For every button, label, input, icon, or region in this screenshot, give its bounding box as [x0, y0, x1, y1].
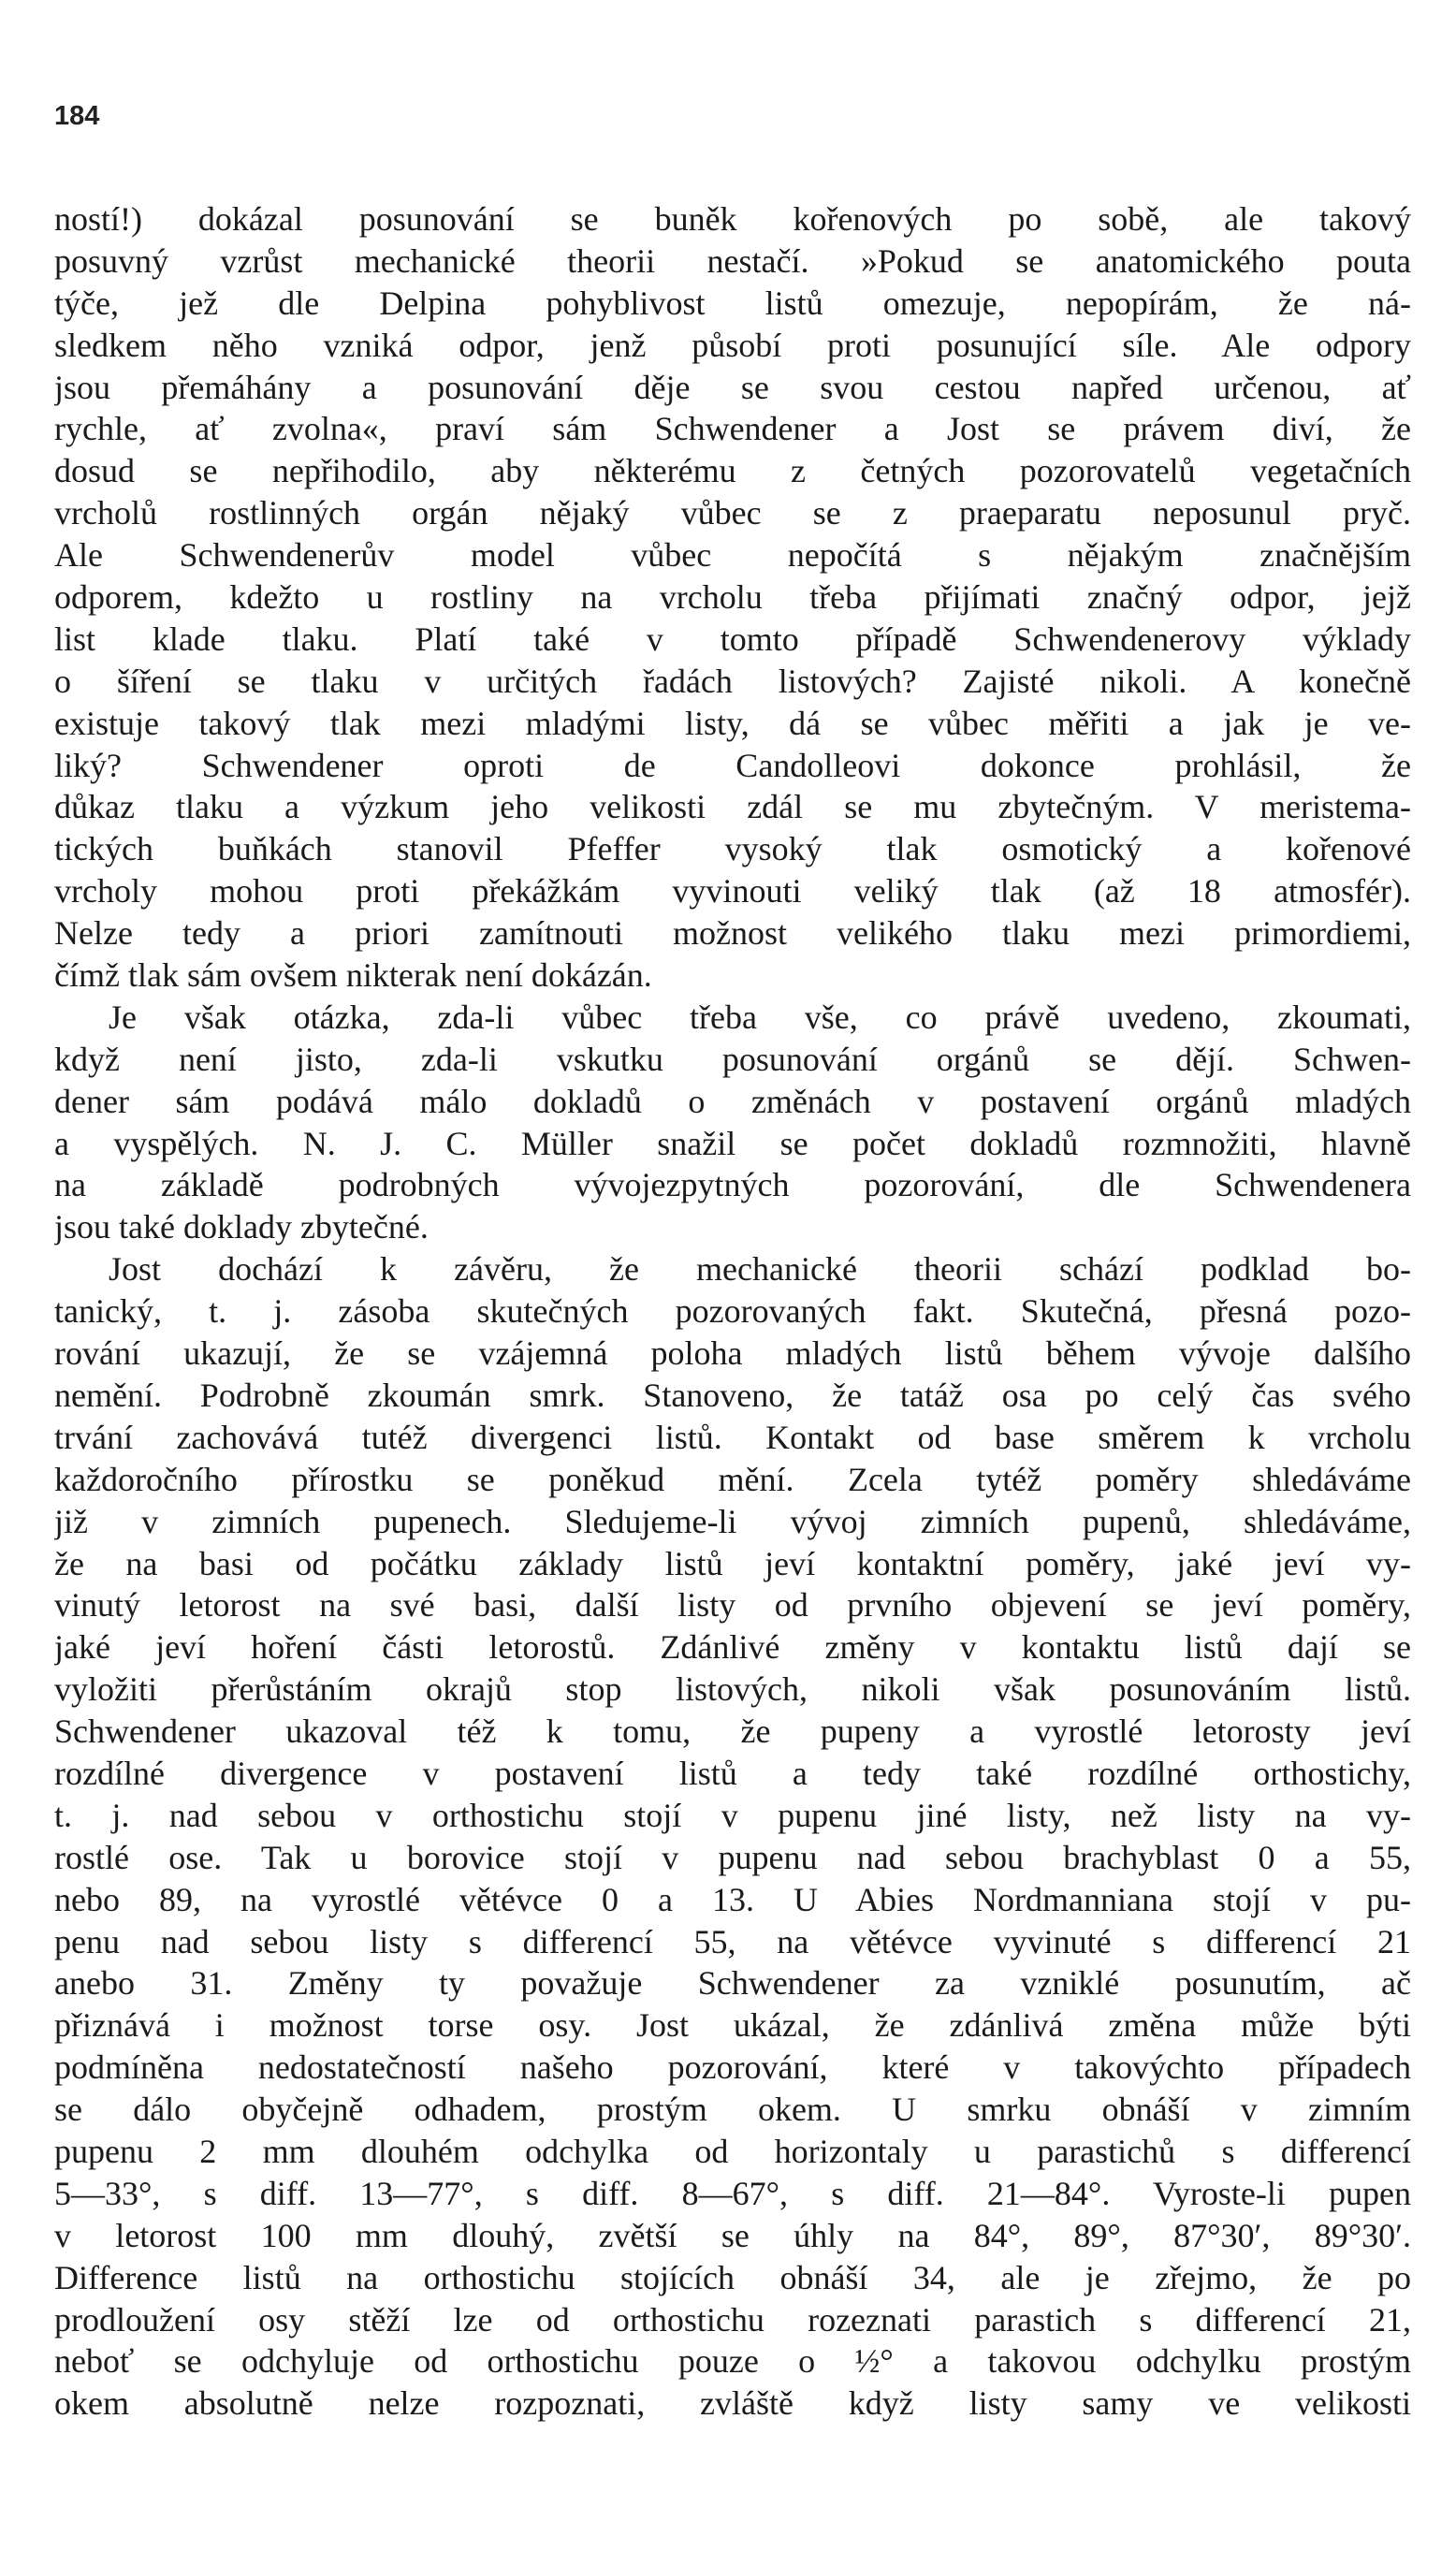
text-line: t. j. nad sebou v orthostichu stojí v pupenu jiné listy, než listy na vy- — [54, 1796, 1411, 1834]
paragraph-2 — [54, 997, 1411, 1248]
text-line: liký? Schwendener oproti de Candolleovi dokonce prohlásil, že — [54, 746, 1411, 784]
text-line: vrcholy mohou proti překážkám vyvinouti veliký tlak (až 18 atmosfér). — [54, 872, 1411, 911]
text-line: již v zimních pupenech. Sledujeme-li vývoj zimních pupenů, shledáváme, — [54, 1502, 1411, 1540]
text-line: rostlé ose. Tak u borovice stojí v pupenu nad sebou brachyblast 0 a 55, — [54, 1838, 1411, 1876]
text-line: anebo 31. Změny ty považuje Schwendener za vzniklé posunutím, ač — [54, 1964, 1411, 2003]
text-line: posuvný vzrůst mechanické theorii nestačí. »Pokud se anatomického pouta — [54, 241, 1411, 280]
text-line: Nelze tedy a priori zamítnouti možnost velikého tlaku mezi primordiemi, — [54, 914, 1411, 953]
text-line: odporem, kdežto u rostliny na vrcholu třeba přijímati značný odpor, jejž — [54, 578, 1411, 617]
text-line: dosud se nepřihodilo, aby některému z četných pozorovatelů vegetačních — [54, 452, 1411, 490]
text-line: neboť se odchyluje od orthostichu pouze o ½° a takovou odchylku prostým — [54, 2342, 1411, 2381]
text-line: penu nad sebou listy s differencí 55, na větévce vyvinuté s differencí 21 — [54, 1922, 1411, 1960]
text-line: přiznává i možnost torse osy. Jost ukázal, že zdánlivá změna může býti — [54, 2006, 1411, 2045]
text-line: vrcholů rostlinných orgán nějaký vůbec se z praeparatu neposunul pryč. — [54, 494, 1411, 532]
text-line: prodloužení osy stěží lze od orthostichu rozeznati parastich s differencí 21, — [54, 2300, 1411, 2339]
text-line: každoročního přírostku se poněkud mění. Zcela tytéž poměry shledáváme — [54, 1460, 1411, 1498]
text-line: vyložiti přerůstáním okrajů stop listových, nikoli však posunováním listů. — [54, 1670, 1411, 1709]
text-line: Jost dochází k závěru, že mechanické theorii schází podklad bo- — [109, 1250, 1411, 1289]
paragraph-3 — [54, 1248, 1411, 2425]
text-line: jsou také doklady zbytečné. — [54, 1208, 429, 1246]
text-line: 5—33°, s diff. 13—77°, s diff. 8—67°, s diff. 21—84°. Vyroste-li pupen — [54, 2174, 1411, 2212]
text-line: čímž tlak sám ovšem nikterak není dokázán. — [54, 956, 652, 995]
text-line: když není jisto, zda-li vskutku posunování orgánů se dějí. Schwen- — [54, 1040, 1411, 1078]
text-line: v letorost 100 mm dlouhý, zvětší se úhly na 84°, 89°, 87°30′, 89°30′. — [54, 2216, 1411, 2254]
text-line: se dálo obyčejně odhadem, prostým okem. U smrku obnáší v zimním — [54, 2091, 1411, 2129]
text-line: dener sám podává málo dokladů o změnách v postavení orgánů mladých — [54, 1082, 1411, 1120]
text-line: nemění. Podrobně zkoumán smrk. Stanoveno, že tatáž osa po celý čas svého — [54, 1376, 1411, 1414]
text-line: existuje takový tlak mezi mladými listy, dá se vůbec měřiti a jak je ve- — [54, 704, 1411, 742]
text-line: rování ukazují, že se vzájemná poloha mladých listů během vývoje dalšího — [54, 1334, 1411, 1373]
text-line: a vyspělých. N. J. C. Müller snažil se počet dokladů rozmnožiti, hlavně — [54, 1124, 1411, 1162]
text-line: Je však otázka, zda-li vůbec třeba vše, co právě uvedeno, zkoumati, — [109, 998, 1411, 1036]
text-body — [54, 198, 1411, 2425]
text-line: vinutý letorost na své basi, další listy od prvního objevení se jeví poměry, — [54, 1586, 1411, 1625]
text-line: rozdílné divergence v postavení listů a tedy také rozdílné orthostichy, — [54, 1754, 1411, 1792]
text-line: okem absolutně nelze rozpoznati, zvláště když listy samy ve velikosti — [54, 2384, 1411, 2423]
text-line: rychle, ať zvolna«, praví sám Schwendener a Jost se právem diví, že — [54, 410, 1411, 448]
paragraph-1 — [54, 198, 1411, 997]
text-line: důkaz tlaku a výzkum jeho velikosti zdál se mu zbytečným. V meristema- — [54, 788, 1411, 826]
text-line: pupenu 2 mm dlouhém odchylka od horizontaly u parastichů s differencí — [54, 2132, 1411, 2170]
text-line: ností!) dokázal posunování se buněk kořenových po sobě, ale takový — [54, 200, 1411, 238]
text-line: Schwendener ukazoval též k tomu, že pupeny a vyrostlé letorosty jeví — [54, 1712, 1411, 1751]
text-line: že na basi od počátku základy listů jeví kontaktní poměry, jaké jeví vy- — [54, 1544, 1411, 1582]
text-line: sledkem něho vzniká odpor, jenž působí proti posunující síle. Ale odpory — [54, 326, 1411, 364]
text-line: jsou přemáhány a posunování děje se svou cestou napřed určenou, ať — [54, 368, 1411, 406]
text-line: Ale Schwendenerův model vůbec nepočítá s nějakým značnějším — [54, 536, 1411, 575]
text-line: týče, jež dle Delpina pohyblivost listů omezuje, nepopírám, že ná- — [54, 284, 1411, 322]
text-line: Difference listů na orthostichu stojících obnáší 34, ale je zřejmo, že po — [54, 2258, 1411, 2296]
text-line: tanický, t. j. zásoba skutečných pozorovaných fakt. Skutečná, přesná pozo- — [54, 1292, 1411, 1331]
text-line: list klade tlaku. Platí také v tomto případě Schwendenerovy výklady — [54, 619, 1411, 658]
text-line: trvání zachovává tutéž divergenci listů. Kontakt od base směrem k vrcholu — [54, 1418, 1411, 1456]
text-line: na základě podrobných vývojezpytných pozorování, dle Schwendenera — [54, 1166, 1411, 1204]
text-line: jaké jeví hoření části letorostů. Zdánlivé změny v kontaktu listů dají se — [54, 1628, 1411, 1667]
text-line: nebo 89, na vyrostlé větévce 0 a 13. U Abies Nordmanniana stojí v pu- — [54, 1880, 1411, 1918]
text-line: podmíněna nedostatečností našeho pozorování, které v takovýchto případech — [54, 2048, 1411, 2087]
text-line: o šíření se tlaku v určitých řadách listových? Zajisté nikoli. A konečně — [54, 662, 1411, 700]
page-number: 184 — [54, 101, 100, 131]
text-line: tických buňkách stanovil Pfeffer vysoký tlak osmotický a kořenové — [54, 830, 1411, 868]
